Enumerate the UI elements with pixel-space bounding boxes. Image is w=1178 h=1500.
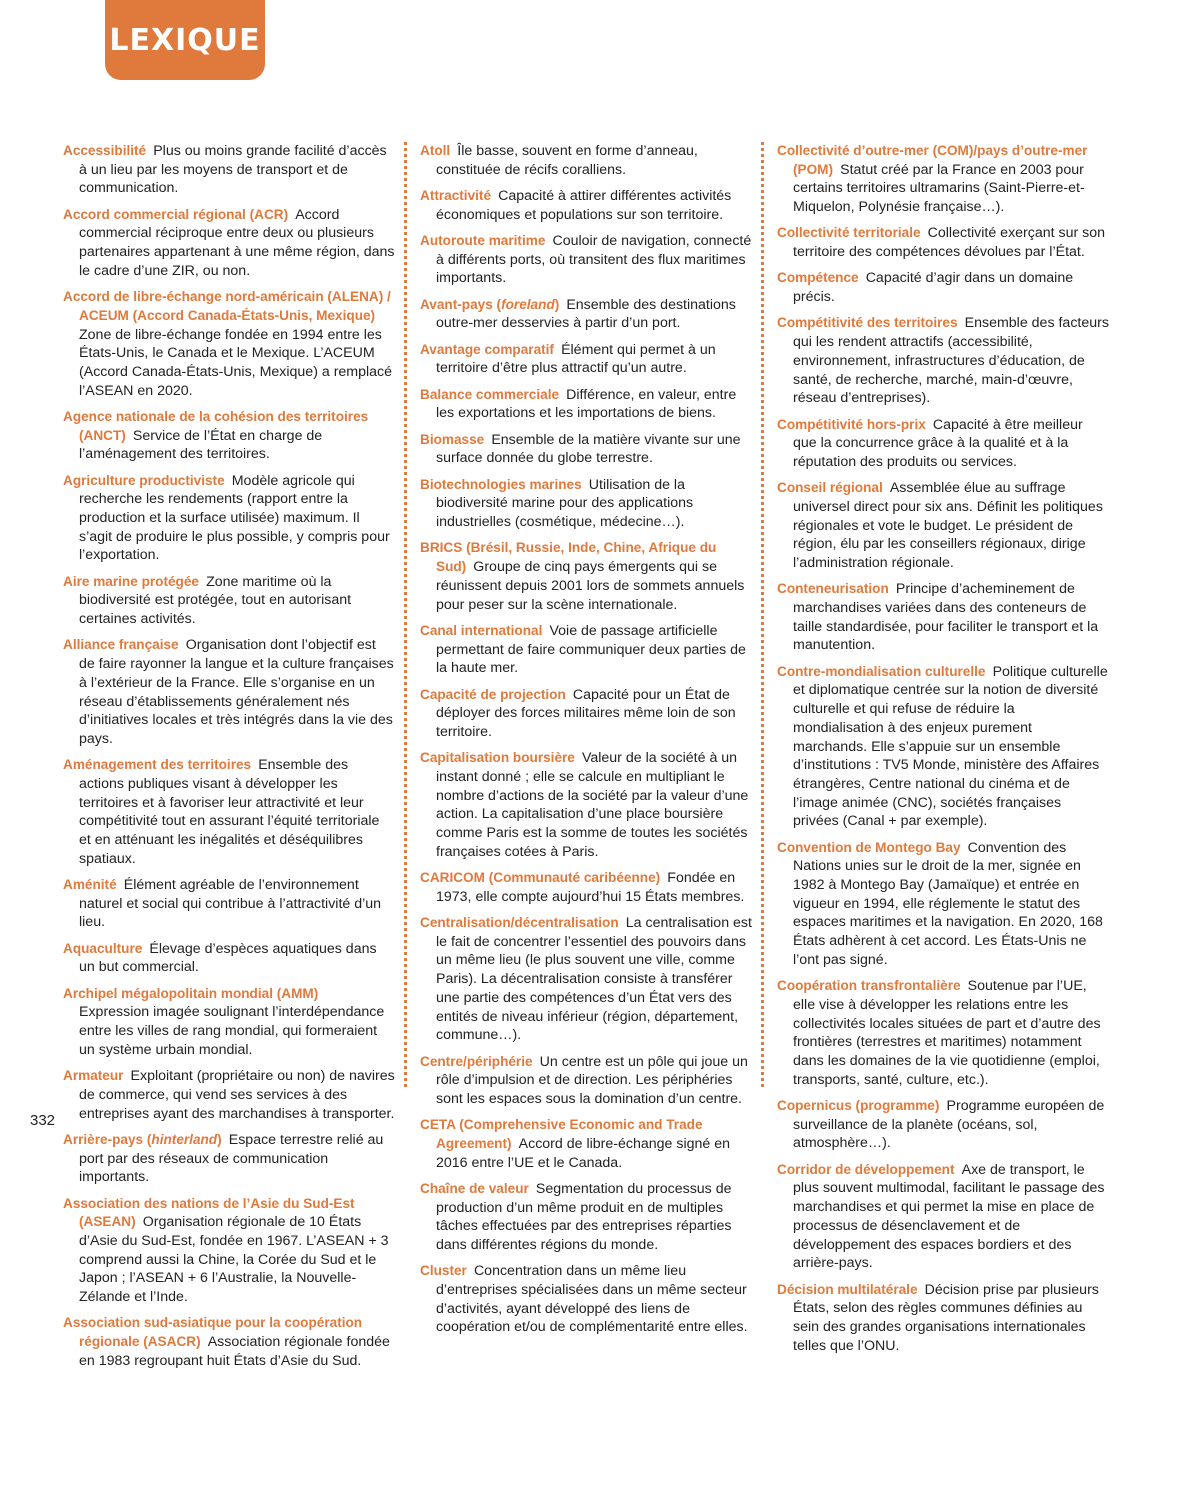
glossary-term: Cluster [420,1263,467,1279]
glossary-entry [63,636,395,748]
glossary-definition: Politique culturelle et diplomatique centrée sur la notion de diversité culturelle et qui refuse de réduire la mondialisation à des enjeux purement marchands. Elle s’appuie sur un ensemble d’institutions : TV5 Monde, ministère des Affaires étrangères, Centre national du cinéma et de l’image animée (CNC), sociétés françaises privées (Canal + par exemple). [793,663,1108,830]
glossary-definition: Zone maritime où la biodiversité est protégée, tout en autorisant certaines activités. [79,573,352,628]
glossary-definition: Élément qui permet à un territoire d’être plus attractif qu’un autre. [436,341,716,377]
glossary-term: Corridor de développement [777,1161,955,1177]
glossary-entry [420,1180,752,1255]
glossary-term: Alliance française [63,637,179,653]
glossary-entry [63,756,395,868]
glossary-term: Compétitivité hors-prix [777,416,926,432]
term-italic: hinterland [151,1131,218,1147]
glossary-definition: Voie de passage artificielle permettant de faire communiquer deux parties de la haute mer. [436,622,746,677]
glossary-entry [420,431,752,468]
glossary-entry [63,472,395,566]
glossary-definition: Décision prise par plusieurs États, selon des règles communes définies au sein des grandes organisations internationales telles que l’ONU. [793,1281,1099,1354]
glossary-definition: Exploitant (propriétaire ou non) de navires de commerce, qui vend ses services à des entreprises ayant des marchandises à transporter. [79,1068,395,1122]
glossary-term: Capacité de projection [420,686,566,702]
glossary-definition: Élément agréable de l’environnement naturel et social qui contribue à l’attractivité d’un lieu. [79,877,382,931]
glossary-definition: Fondée en 1973, elle compte aujourd’hui 15 États membres. [436,870,745,905]
glossary-definition: Capacité pour un État de déployer des forces militaires même loin de son territoire. [436,686,736,740]
glossary-definition: Modèle agricole qui recherche les rendements (rapport entre la production et la surface utilisée) maximum. Il s’agit de produire le plus possible, y compris pour l’exportation. [79,472,390,564]
glossary-entry [420,296,752,333]
glossary-term: Capitalisation boursière [420,750,575,766]
glossary-definition: Concentration dans un même lieu d’entreprises spécialisées dans un même secteur d’activités, ayant développé des liens de coopération et/ou de complémentarité entre elles. [436,1263,748,1336]
glossary-definition: Plus ou moins grande facilité d’accès à un lieu par les moyens de transport et de communication. [79,143,387,197]
glossary-definition: Programme européen de surveillance de la planète (océans, sol, atmosphère…). [793,1097,1105,1152]
glossary-definition: Accord de libre-échange signé en 2016 entre l’UE et le Canada. [436,1135,731,1171]
glossary-entry [420,476,752,532]
glossary-term: Centre/périphérie [420,1053,533,1069]
glossary-definition: Statut créé par la France en 2003 pour certains territoires ultramarins (Saint-Pierre-et-Miquelon, Polynésie française…). [793,161,1085,216]
glossary-entry [420,232,752,288]
glossary-term: Compétitivité des territoires [777,315,958,331]
glossary-entry [420,1116,752,1172]
term-part: Avant-pays ( [420,296,502,312]
glossary-entry [777,269,1109,306]
glossary-term: CETA (Comprehensive Economic and Trade Agreement) [420,1117,703,1151]
glossary-definition: Utilisation de la biodiversité marine pour des applications industrielles (cosmétique, médecine…). [436,476,694,531]
glossary-term: Biotechnologies marines [420,476,582,492]
glossary-definition: Ensemble des destinations outre-mer desservies à partir d’un port. [436,296,736,332]
glossary-definition: Axe de transport, le plus souvent multimodal, facilitant le passage des marchandises et qui permet la mise en place de processus de désenclavement et de développement des espaces bordiers et des arrière-pays. [793,1161,1105,1272]
glossary-term: Biomasse [420,431,485,447]
glossary-term: Chaîne de valeur [420,1180,529,1196]
glossary-entry [63,142,395,198]
glossary-entry [420,622,752,678]
glossary-definition: Segmentation du processus de production d’un même produit en de multiples tâches effectuées par des entreprises réparties dans différentes régions du monde. [436,1180,732,1254]
glossary-column-2 [420,142,752,1345]
term-part: ) [217,1131,222,1147]
glossary-entry [420,1053,752,1109]
glossary-term: Copernicus (programme) [777,1097,940,1113]
glossary-term: Balance commerciale [420,386,560,402]
glossary-term: Armateur [63,1068,124,1084]
glossary-term: Accessibilité [63,143,147,158]
glossary-entry [777,580,1109,655]
glossary-column-1 [63,142,395,1378]
glossary-definition: Élevage d’espèces aquatiques dans un but commercial. [79,940,377,976]
glossary-entry [777,977,1109,1089]
glossary-term: Aquaculture [63,940,143,956]
glossary-term: Aménité [63,877,117,893]
glossary-term: BRICS (Brésil, Russie, Inde, Chine, Afrique du Sud) [420,540,717,575]
glossary-term: Archipel mégalopolitain mondial (AMM) [63,985,319,1001]
glossary-definition: Valeur de la société à un instant donné ; elle se calcule en multipliant le nombre d’actions de la société par la valeur d’une action. La capitalisation d’une place boursière comme Paris est la somme de toutes les sociétés françaises cotées à Paris. [436,750,749,860]
glossary-definition: Accord commercial réciproque entre deux ou plusieurs partenaires appartenant à une même région, dans le cadre d’une ZIR, ou non. [79,206,395,279]
glossary-entry [777,224,1109,261]
glossary-definition: Île basse, souvent en forme d’anneau, constituée de récifs coralliens. [436,143,698,178]
glossary-column-3 [777,142,1109,1363]
glossary-term: Coopération transfrontalière [777,978,961,994]
glossary-entry [63,1067,395,1123]
glossary-term: Centralisation/décentralisation [420,915,619,931]
glossary-definition: Capacité à attirer différentes activités économiques et populations sur son territoire. [436,188,732,223]
glossary-entry [777,1097,1109,1153]
section-title: LEXIQUE [109,22,261,58]
glossary-definition: Différence, en valeur, entre les exportations et les importations de biens. [436,386,737,422]
glossary-entry [420,386,752,423]
column-separator [404,142,407,1087]
glossary-definition: Soutenue par l’UE, elle vise à développer les relations entre les collectivités locales situées de part et d’autre des frontières (terrestres et maritimes) notamment dans les domaines de la vie quotidienne (emploi, transports, santé, culture, etc.). [793,978,1101,1088]
glossary-definition: Capacité d’agir dans un domaine précis. [793,270,1074,306]
glossary-definition: Organisation régionale de 10 États d’Asie du Sud-Est, fondée en 1967. L’ASEAN + 3 comprend aussi la Chine, la Corée du Sud et le Japon ; l’ASEAN + 6 l’Australie, la Nouvelle-Zélande et l’Inde. [79,1214,389,1306]
glossary-term: Conteneurisation [777,581,889,597]
glossary-definition: Ensemble des facteurs qui les rendent attractifs (accessibilité, environnement, infrastructures d’éducation, de santé, de recherche, marché, main-d’œuvre, réseau d’entreprises). [793,315,1109,407]
term-italic: foreland [501,296,555,312]
glossary-definition: Organisation dont l’objectif est de faire rayonner la langue et la culture françaises à l’extérieur de la France. Elle s’organise en un réseau d’établissements généralement nés d’initiatives locales et très intégrés dans la vie des pays. [79,637,394,747]
glossary-term: Canal international [420,622,543,638]
glossary-term: Accord commercial régional (ACR) [63,206,289,222]
glossary-entry [420,341,752,378]
glossary-entry [777,142,1109,217]
glossary-term: Agriculture productiviste [63,472,225,488]
glossary-entry [420,686,752,742]
glossary-definition: Zone de libre-échange fondée en 1994 entre les États-Unis, le Canada et le Mexique. L’ACEUM (Accord Canada-États-Unis, Mexique) a remplacé l’ASEAN en 2020. [79,326,393,399]
glossary-definition: La centralisation est le fait de concentrer l’essentiel des pouvoirs dans un même lieu (le plus souvent une ville, comme Paris). La décentralisation consiste à transférer une partie des compétences d’un État vers des entités de niveau inférieur (région, département, commune…). [436,915,752,1044]
glossary-entry [63,1131,395,1187]
glossary-entry [777,314,1109,408]
glossary-definition: Service de l’État en charge de l’aménagement des territoires. [79,427,323,463]
glossary-term: Attractivité [420,188,492,203]
glossary-term: Association des nations de l’Asie du Sud-Est (ASEAN) [63,1195,355,1230]
glossary-entry [63,876,395,932]
glossary-entry [63,940,395,977]
glossary-entry [777,663,1109,831]
term-part: ) [554,296,560,312]
glossary-term: CARICOM (Communauté caribéenne) [420,870,661,886]
glossary-definition: Collectivité exerçant sur son territoire des compétences dévolues par l’État. [793,225,1106,261]
glossary-term: Collectivité d’outre-mer (COM)/pays d’outre-mer (POM) [777,143,1088,177]
glossary-entry [63,408,395,464]
glossary-definition: Expression imagée soulignant l’interdépendance entre les villes de rang mondial, qui formeraient un système urbain mondial. [79,1004,385,1058]
glossary-entry [63,206,395,281]
glossary-term [63,1132,222,1147]
glossary-term: Contre-mondialisation culturelle [777,663,986,679]
glossary-entry [420,187,752,224]
glossary-entry [63,1195,395,1307]
glossary-definition: Ensemble des actions publiques visant à développer les territoires et à favoriser leur attractivité et leur compétitivité tout en assurant l’équité territoriale et en atténuant les inégalités et déséquilibres spatiaux. [79,757,380,867]
glossary-definition: Ensemble de la matière vivante sur une surface donnée du globe terrestre. [436,431,741,467]
glossary-term: Avantage comparatif [420,341,554,357]
glossary-entry [63,985,395,1060]
glossary-entry [420,749,752,861]
glossary-entry [420,869,752,906]
glossary-definition: Assemblée élue au suffrage universel direct pour six ans. Définit les politiques régionales et vote le budget. Le président de région, élu par les conseillers régionaux, dirige l’administration régionale. [793,480,1103,572]
page-number: 332 [30,1112,56,1129]
glossary-term: Décision multilatérale [777,1281,918,1297]
glossary-term: Agence nationale de la cohésion des territoires (ANCT) [63,408,369,443]
glossary-definition: Association régionale fondée en 1983 regroupant huit États d’Asie du Sud. [79,1334,390,1369]
glossary-term: Compétence [777,270,859,286]
glossary-term: Collectivité territoriale [777,225,921,241]
glossary-definition: Capacité à être meilleur que la concurrence grâce à la qualité et à la réputation des produits ou services. [793,416,1083,470]
glossary-entry [420,142,752,179]
lexique-tab [105,0,265,80]
glossary-entry [777,1281,1109,1356]
glossary-definition: Couloir de navigation, connecté à différents ports, où transitent des flux maritimes importants. [436,233,752,287]
glossary-entry [777,416,1109,472]
glossary-entry [777,1161,1109,1273]
glossary-entry [420,1262,752,1337]
glossary-definition: Principe d’acheminement de marchandises variées dans des conteneurs de taille standardisée, pour faciliter le transport et la manutention. [793,581,1099,654]
column-separator [761,142,764,1087]
glossary-entry [63,1314,395,1370]
glossary-term: Conseil régional [777,480,883,496]
glossary-definition: Groupe de cinq pays émergents qui se réunissent depuis 2001 lors de sommets annuels pour peser sur la scène internationale. [436,559,745,613]
glossary-entry [777,839,1109,970]
term-part: Arrière-pays ( [63,1131,152,1147]
glossary-term: Aménagement des territoires [63,757,252,773]
glossary-entry [420,914,752,1045]
glossary-term [420,297,559,312]
glossary-term: Accord de libre-échange nord-américain (ALENA) / ACEUM (Accord Canada-États-Unis, Mexique) [63,289,391,323]
glossary-definition: Un centre est un pôle qui joue un rôle d’impulsion et de direction. Les périphéries sont les espaces sous la domination d’un centre. [436,1053,748,1107]
glossary-definition: Espace terrestre relié au port par des réseaux de communication importants. [79,1131,384,1186]
glossary-term: Aire marine protégée [63,573,199,589]
glossary-entry [63,288,395,400]
glossary-term: Association sud-asiatique pour la coopération régionale (ASACR) [63,1315,363,1350]
glossary-entry [777,479,1109,573]
glossary-definition: Convention des Nations unies sur le droit de la mer, signée en 1982 à Montego Bay (Jamaïque) et entrée en vigueur en 1994, elle réglemente le statut des espaces maritimes et la navigation. En 2020, 168 États adhèrent à cet accord. Les États-Unis ne l’ont pas signé. [793,839,1103,968]
glossary-term: Autoroute maritime [420,233,546,248]
glossary-term: Atoll [420,143,451,158]
glossary-entry [63,573,395,629]
glossary-entry [420,539,752,614]
glossary-term: Convention de Montego Bay [777,839,961,855]
